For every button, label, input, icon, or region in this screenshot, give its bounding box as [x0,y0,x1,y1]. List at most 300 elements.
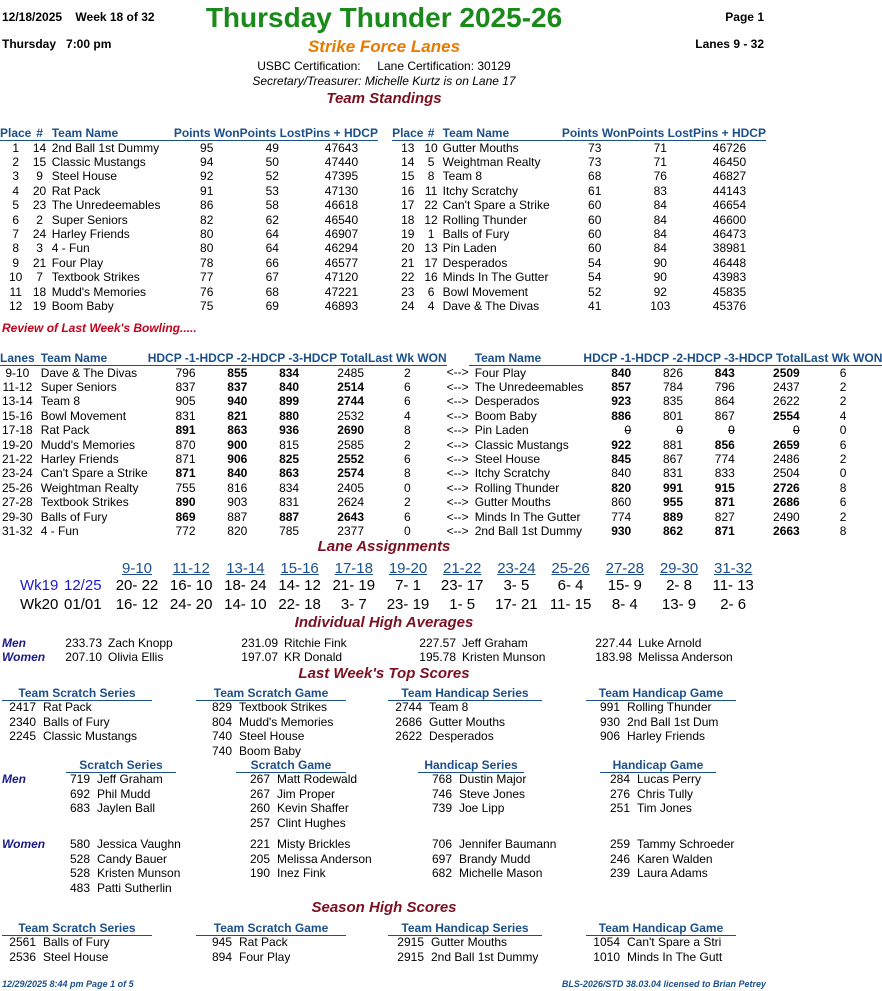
game-score: 869 [175,509,196,524]
score-value: 239 [609,866,630,880]
score-value: 483 [69,880,90,895]
lane-pair: 13-14 [1,394,33,409]
bowler-name: Jeff Graham [462,636,528,650]
game-score: 887 [279,509,300,524]
standings-row [0,198,378,212]
team-number: 7 [36,270,43,285]
report-week: Week 18 of 32 [75,10,155,24]
game-score: 903 [227,495,248,510]
lane-pair-header: 11-12 [172,560,210,577]
standings-table-right [392,111,766,313]
score-name: Rolling Thunder [627,700,712,714]
lane-pair-header: 9-10 [121,560,153,577]
team-pairing: 23- 17 [440,577,484,594]
game-score: 867 [714,408,735,423]
place: 3 [12,169,20,184]
score-value: 740 [211,743,232,758]
pins-hdcp: 46577 [324,255,359,270]
total-score: 2663 [773,523,800,538]
points-won: 73 [588,140,602,155]
score-value: 739 [431,801,452,815]
place: 7 [12,226,20,241]
score-value: 284 [609,772,630,786]
team-name: Harley Friends [51,226,130,241]
category-header: Team Scratch Game [196,921,346,936]
pins-hdcp: 43983 [712,270,747,285]
vs-arrow: <--> [446,495,469,510]
game-score: 886 [611,408,632,423]
category-header: Scratch Series [66,758,176,773]
team-name: Harley Friends [40,451,119,466]
vs-arrow: <--> [446,509,469,524]
team-pairing: 14- 10 [224,596,267,613]
points-won: 80 [200,226,214,241]
col-game3: HDCP -3- [687,336,739,365]
game-score: 863 [227,423,248,438]
game-score: 930 [611,523,632,538]
score-value: 205 [249,851,270,866]
team-name: Can't Spare a Strike [442,198,550,213]
total-score: 2686 [773,495,800,510]
points-won: 4 [403,408,411,423]
score-value: 221 [249,837,270,851]
game-score: 870 [175,437,196,452]
team-name: Desperados [474,394,540,409]
standings-row [392,155,766,169]
team-name: Boom Baby [51,298,114,313]
team-pairing: 23- 19 [386,596,430,613]
bowler-name: Olivia Ellis [108,650,164,664]
team-pairing: 1- 5 [449,596,476,613]
lane-pair: 27-28 [1,495,33,510]
score-name: Michelle Mason [459,866,543,880]
score-value: 930 [599,714,620,729]
standings-table-left [0,111,378,313]
center-name: Strike Force Lanes [307,37,461,56]
place: 17 [401,198,415,213]
average-value: 233.73 [65,636,102,650]
game-score: 871 [714,523,735,538]
certification: USBC Certification: Lane Certification: 30129 [257,59,511,73]
lane-assignments-title: Lane Assignments [317,538,451,555]
points-won: 75 [200,298,214,313]
points-lost: 67 [265,270,279,285]
standings-row [392,285,766,299]
score-value: 945 [211,935,232,949]
game-score: 0 [728,423,735,438]
total-score: 2514 [337,379,364,394]
points-won: 86 [200,198,214,213]
score-value: 719 [69,772,90,786]
team-pairing: 20- 22 [115,577,159,594]
lane-pair: 19-20 [1,437,33,452]
game-score: 825 [279,451,300,466]
team-number: 9 [36,169,43,184]
score-name: Steel House [43,949,109,964]
team-name: Steel House [51,169,118,184]
average-value: 197.07 [241,650,278,664]
total-score: 2624 [337,495,364,510]
score-name: Mudd's Memories [239,714,334,729]
score-name: Boom Baby [239,743,302,758]
points-lost: 71 [653,140,667,155]
game-score: 905 [175,394,196,409]
game-score: 833 [714,466,735,481]
game-score: 871 [714,495,735,510]
team-number: 6 [427,284,435,299]
score-value: 2686 [395,714,422,729]
game-score: 845 [611,451,632,466]
points-lost: 84 [653,198,667,213]
week-date: 01/01 [64,596,102,613]
col-won: Points Won [562,111,628,140]
lane-pair-header: 23-24 [497,560,536,577]
score-value: 683 [69,801,90,815]
col-game1: HDCP -1- [148,336,200,365]
points-won: 54 [588,270,602,285]
team-number: 12 [424,212,438,227]
game-score: 815 [279,437,300,452]
col-place: Place [0,111,31,140]
points-lost: 76 [653,169,667,184]
standings-row [392,299,766,313]
game-score: 936 [279,423,300,438]
points-won: 73 [588,154,602,169]
vs-arrow: <--> [446,379,469,394]
game-score: 801 [662,408,684,423]
points-won: 6 [839,365,847,380]
bowler-name: Luke Arnold [638,636,702,650]
score-value: 267 [249,786,270,801]
place: 23 [401,284,415,299]
pins-hdcp: 47643 [324,140,359,155]
category-header: Team Handicap Series [388,921,542,936]
score-name: Jeff Graham [97,772,163,786]
lane-pair: 31-32 [1,523,33,538]
total-score: 2585 [337,437,364,452]
score-value: 2561 [9,935,36,949]
points-won: 77 [200,270,214,285]
team-name: Team 8 [40,394,81,409]
score-value: 768 [431,772,452,786]
game-score: 835 [662,394,684,409]
game-score: 837 [175,379,196,394]
average-value: 227.44 [595,636,632,650]
bowler-name: Melissa Anderson [638,650,733,664]
points-won: 60 [588,212,602,227]
game-score: 906 [227,451,248,466]
score-value: 251 [609,801,630,815]
average-value: 195.78 [419,650,456,664]
team-name: Itchy Scratchy [474,466,551,481]
col-team: Team Name [439,111,562,140]
score-name: Inez Fink [277,866,326,880]
report-date: 12/18/2025 [2,10,63,24]
team-name: Four Play [474,365,527,380]
points-won: 91 [200,183,214,198]
score-value: 246 [609,851,630,866]
score-name: Jennifer Baumann [459,837,557,851]
place: 15 [401,169,415,184]
review-row [0,481,882,495]
review-row [0,524,882,538]
game-score: 796 [175,365,196,380]
vs-arrow: <--> [446,365,469,380]
game-score: 784 [662,379,684,394]
score-name: Steve Jones [459,786,526,801]
team-pairing: 2- 6 [720,596,747,613]
place: 24 [401,298,415,313]
team-pairing: 17- 21 [495,596,538,613]
footer-left: 12/29/2025 8:44 pm Page 1 of 5 [2,979,134,989]
score-value: 257 [249,815,270,830]
pins-hdcp: 47395 [324,169,359,184]
team-number: 19 [32,298,47,313]
averages-title: Individual High Averages [294,614,474,631]
standings-row [0,285,378,299]
points-won: 4 [839,408,847,423]
lane-pair-header: 27-28 [605,560,644,577]
team-name: 2nd Ball 1st Dummy [51,140,160,155]
team-name: Rat Pack [51,183,101,198]
game-score: 899 [279,394,300,409]
points-won: 78 [200,255,214,270]
team-name: Rolling Thunder [442,212,528,227]
category-header: Handicap Series [418,758,524,773]
score-name: Balls of Fury [43,714,110,729]
points-won: 92 [200,169,214,184]
team-name: The Unredeemables [474,379,584,394]
review-row [0,452,882,466]
score-name: Candy Bauer [97,851,168,866]
score-value: 2536 [9,949,36,964]
pins-hdcp: 47221 [324,284,359,299]
pins-hdcp: 46893 [324,298,359,313]
game-score: 881 [662,437,684,452]
vs-arrow: <--> [446,437,469,452]
points-won: 60 [588,226,602,241]
game-score: 890 [175,495,196,510]
team-number: 10 [424,140,438,155]
game-score: 940 [227,394,248,409]
team-number: 11 [424,183,438,198]
game-score: 955 [662,495,684,510]
place: 8 [12,241,20,256]
score-value: 906 [599,729,620,743]
lanes-range: Lanes 9 - 32 [695,37,764,51]
total-score: 2377 [337,523,364,538]
score-value: 260 [249,801,270,815]
standings-row [392,227,766,241]
team-name: Textbook Strikes [51,270,140,285]
points-lost: 52 [265,169,279,184]
week-label: Wk19 [20,577,59,594]
category-header: Scratch Game [236,758,346,773]
place: 21 [401,255,415,270]
game-score: 831 [175,408,196,423]
game-score: 864 [714,394,735,409]
score-name: Jim Proper [277,786,336,801]
vs-arrow: <--> [446,523,469,538]
men-label: Men [2,772,26,786]
pins-hdcp: 46600 [712,212,747,227]
game-score: 856 [714,437,735,452]
game-score: 871 [175,451,196,466]
pins-hdcp: 46448 [712,255,747,270]
points-lost: 84 [653,226,667,241]
lane-pair-header: 25-26 [551,560,590,577]
average-value: 231.09 [241,636,278,650]
pins-hdcp: 47440 [324,154,359,169]
pins-hdcp: 46654 [712,198,747,213]
lane-pair-header: 17-18 [334,560,373,577]
game-score: 840 [611,365,632,380]
score-name: Patti Sutherlin [97,880,172,895]
score-name: Tammy Schroeder [637,837,735,851]
score-name: Laura Adams [637,866,708,880]
place: 5 [12,198,20,213]
team-pairing: 18- 24 [224,577,267,594]
score-value: 697 [431,851,452,866]
score-name: Melissa Anderson [277,851,372,866]
score-name: Misty Brickles [277,837,351,851]
day-time: Thursday 7:00 pm [2,37,112,51]
points-won: 82 [200,212,214,227]
team-pairing: 22- 18 [278,596,321,613]
pins-hdcp: 46450 [712,154,747,169]
standings-row [392,213,766,227]
team-number: 5 [427,154,435,169]
team-name: Rolling Thunder [474,480,560,495]
category-header: Handicap Game [600,758,716,773]
score-name: Karen Walden [637,851,713,866]
team-pairing: 7- 1 [395,577,421,594]
score-name: Minds In The Gutt [627,949,723,964]
category-header: Team Scratch Series [2,921,152,936]
total-score: 2659 [773,437,800,452]
category-header: Team Handicap Game [586,921,736,936]
total-score: 2486 [773,451,800,466]
col-total: HDCP Total [739,336,804,365]
review-row [0,365,882,380]
score-name: Desperados [429,729,494,743]
standings-row [392,270,766,284]
average-value: 227.57 [419,636,456,650]
standings-row [392,184,766,198]
vs-arrow: <--> [446,423,469,438]
pins-hdcp: 46473 [712,226,747,241]
footer-right: BLS-2026/STD 38.03.04 licensed to Brian Petrey [561,979,766,989]
page-number: Page 1 [725,10,764,24]
score-name: Phil Mudd [97,786,151,801]
standings-row [0,241,378,255]
score-value: 740 [211,729,232,743]
team-name: Mudd's Memories [40,437,136,452]
team-name: Pin Laden [442,241,497,256]
place: 19 [401,226,415,241]
points-won: 2 [839,394,847,409]
game-score: 820 [227,523,248,538]
team-name: Can't Spare a Strike [40,466,148,481]
team-name: Balls of Fury [442,226,510,241]
points-lost: 49 [265,140,279,155]
review-row [0,423,882,437]
score-value: 2744 [395,700,422,714]
standings-row [0,155,378,169]
score-name: Textbook Strikes [239,700,328,714]
points-lost: 90 [653,270,667,285]
pins-hdcp: 46618 [324,198,359,213]
score-name: Gutter Mouths [431,935,508,949]
game-score: 991 [662,480,684,495]
score-name: Lucas Perry [637,772,702,786]
standings-row [0,256,378,270]
game-score: 796 [714,379,735,394]
total-score: 2726 [773,480,800,495]
pins-hdcp: 46540 [324,212,359,227]
game-score: 0 [676,423,684,438]
total-score: 2532 [337,408,364,423]
lane-pair: 25-26 [1,480,33,495]
place: 1 [12,140,20,155]
points-won: 2 [403,495,411,510]
game-score: 834 [279,365,300,380]
points-won: 60 [588,198,602,213]
review-row [0,495,882,509]
bowler-name: Kristen Munson [462,650,546,664]
team-name: Textbook Strikes [40,495,129,510]
season-high-title: Season High Scores [311,899,457,916]
game-score: 840 [611,466,632,481]
standings-row [0,270,378,284]
team-number: 13 [424,241,438,256]
col-lost: Points Lost [628,111,693,140]
game-score: 831 [662,466,684,481]
standings-row [392,241,766,255]
points-lost: 90 [653,255,667,270]
points-won: 6 [403,451,411,466]
team-name: Dave & The Divas [40,365,138,380]
score-value: 746 [431,786,452,801]
score-value: 267 [249,772,270,786]
col-team: Team Name [48,111,174,140]
points-won: 52 [588,284,602,299]
secretary: Secretary/Treasurer: Michelle Kurtz is on Lane 17 [252,74,516,88]
points-won: 2 [403,365,411,380]
bowler-name: Ritchie Fink [284,636,347,650]
score-value: 991 [599,700,620,714]
bowler-name: KR Donald [284,650,343,664]
total-score: 2509 [773,365,800,380]
standings-row [392,140,766,155]
points-won: 54 [588,255,602,270]
score-value: 2915 [397,935,424,949]
score-value: 259 [609,837,630,851]
points-lost: 62 [265,212,279,227]
points-won: 8 [403,423,411,438]
team-number: 20 [32,183,47,198]
score-value: 2622 [395,729,422,743]
score-name: Rat Pack [239,935,288,949]
game-score: 915 [714,480,735,495]
points-lost: 50 [265,154,279,169]
team-name: 4 - Fun [40,523,79,538]
team-number: 3 [36,241,43,256]
lane-pair: 17-18 [1,423,33,438]
team-pairing: 15- 9 [607,577,642,594]
score-value: 829 [211,700,232,714]
lane-pair: 21-22 [1,451,33,466]
